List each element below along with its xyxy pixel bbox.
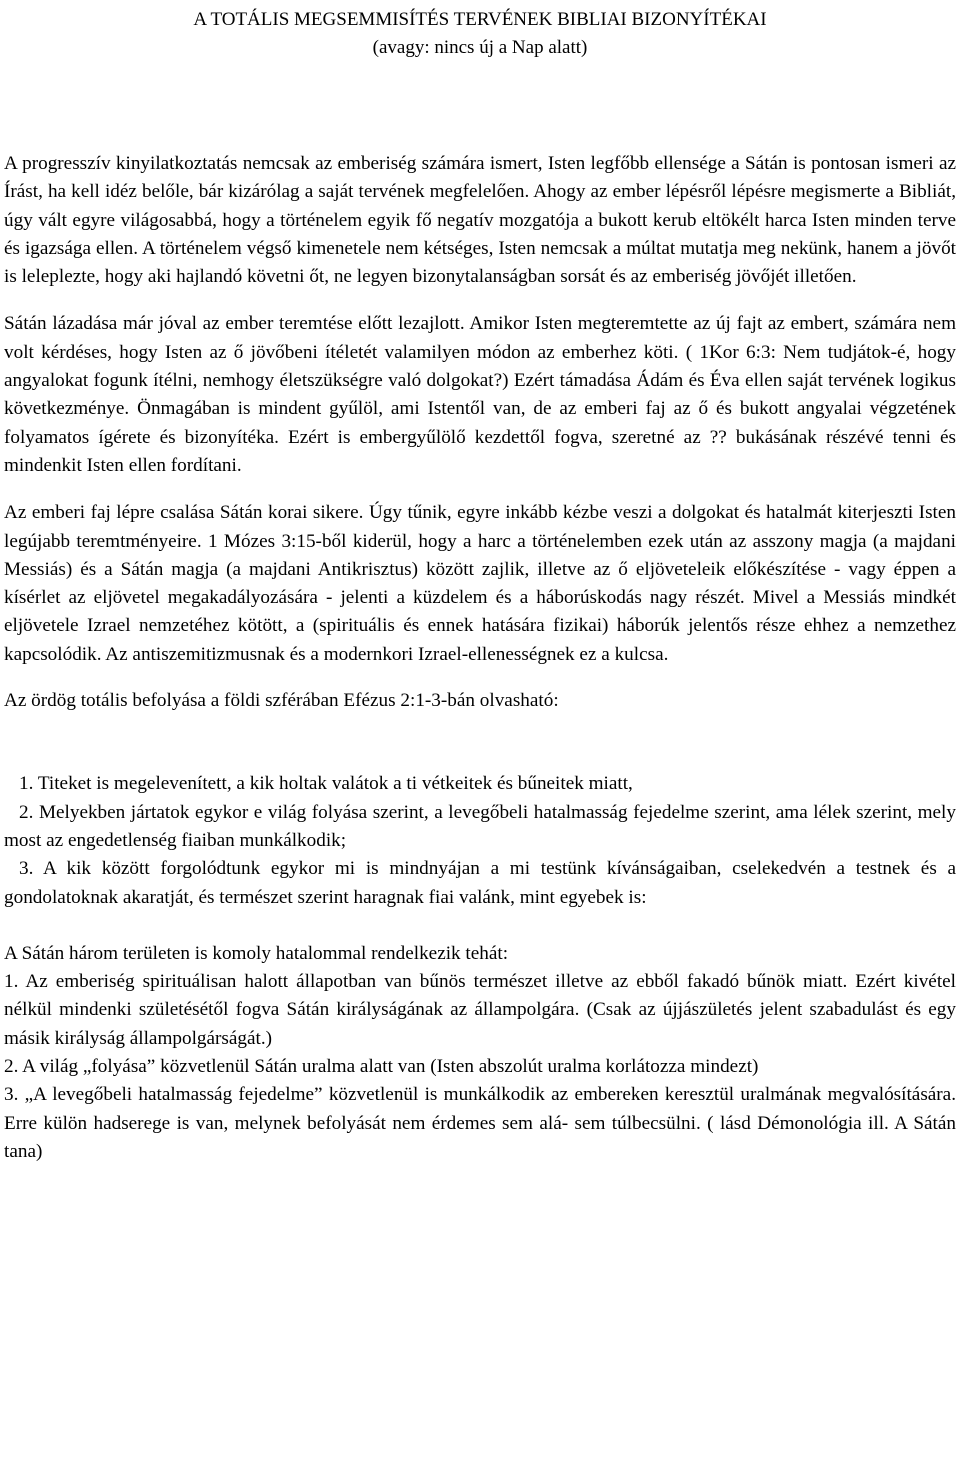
- paragraph-intro: A progresszív kinyilatkoztatás nemcsak az emberiség számára ismert, Isten legfőbb ellensége a Sátán is pontosan ismeri az Írást, ha kell idéz belőle, bár kizárólag a saját tervének megfelelően. Ahogy az ember lépésről lépésre megismerte a Bibliát, úgy vált egyre világosabbá, hogy a történelem egyik fő negatív mozgatója a bukott kerub eltökélt harca Isten minden terve és igazsága ellen. A történelem végső kimenetele nem kétséges, Isten nemcsak a múltat mutatja meg nekünk, hanem a jövőt is leleplezte, hogy aki hajlandó követni őt, ne legyen bizonytalanságban sorsát és az emberiség jövőjét illetően.: [4, 153, 956, 288]
- list-item: 2. A világ „folyása” közvetlenül Sátán uralma alatt van (Isten abszolút uralma korlátozza mindezt): [4, 1056, 759, 1078]
- domains-section: [4, 940, 956, 1166]
- list-item: 3. „A levegőbeli hatalmasság fejedelme” közvetlenül is munkálkodik az embereken keresztül uralmának megvalósítására. Erre külön hadserege is van, melynek befolyását nem érdemes sem alá- sem túlbecsülni. ( lásd Démonológia ill. A Sátán tana): [4, 1084, 956, 1162]
- list-item: 3. A kik között forgolódtunk egykor mi is mindnyájan a mi testünk kívánságaiban, cselekedvén a testnek és a gondolatoknak akaratját, és természet szerint haragnak fiai valánk, mint egyebek is:: [4, 858, 956, 908]
- ephesians-list: [4, 770, 956, 911]
- paragraph-ephesians-intro: Az ördög totális befolyása a földi szférában Efézus 2:1-3-bán olvasható:: [4, 690, 559, 712]
- list-item: 1. Titeket is megelevenített, a kik holtak valátok a ti vétkeitek és bűneitek miatt,: [19, 773, 633, 795]
- list-item: 1. Az emberiség spirituálisan halott állapotban van bűnös természet illetve az ebből fakadó bűnök miatt. Ezért kivétel nélkül mindenki születésétől fogva Sátán királyságának az állampolgára. (Csak az újjászületés jelent szabadulást és egy másik királyság állampolgárságát.): [4, 971, 956, 1049]
- paragraph-satan-rebellion: Sátán lázadása már jóval az ember teremtése előtt lezajlott. Amikor Isten megteremtette az új fajt az embert, számára nem volt kérdéses, hogy Isten az ő jövőbeni ítéletét valamilyen módon az emberhez köti. ( 1Kor 6:3: Nem tudjátok-é, hogy angyalokat fogunk ítélni, nemhogy életszükségre való dolgokat?) Ezért támadása Ádám és Éva ellen saját tervének logikus következménye. Önmagában is mindent gyűlöl, ami Istentől van, de az emberi faj az ő és bukott angyalai végzetének folyamatos ígérete és bizonyítéka. Ezért is embergyűlölő kezdettől fogva, szeretné az ?? bukásának részévé tenni és mindenkit Isten ellen fordítani.: [4, 313, 956, 476]
- document-subtitle: (avagy: nincs új a Nap alatt): [372, 37, 588, 58]
- domains-heading: A Sátán három területen is komoly hatalommal rendelkezik tehát:: [4, 942, 509, 964]
- list-item: 2. Melyekben jártatok egykor e világ folyása szerint, a levegőbeli hatalmasság fejedelme szerint, ama lélek szerint, mely most az engedetlenség fiaiban munkálkodik;: [4, 801, 956, 851]
- document-title: A TOTÁLIS MEGSEMMISÍTÉS TERVÉNEK BIBLIAI BIZONYÍTÉKAI: [193, 9, 767, 30]
- paragraph-early-success: Az emberi faj lépre csalása Sátán korai sikere. Úgy tűnik, egyre inkább kézbe veszi a dolgokat és hatalmát kiterjeszti Isten legújabb teremtményeire. 1 Mózes 3:15-ből kiderül, hogy a harc a történelemben ezek után az asszony magja (a majdani Messiás) és a Sátán magja (a majdani Antikrisztus) között zajlik, illetve az ő eljöveteleik előkészítése - vagy éppen a kísérlet az eljövetel megakadályozására - jelenti a küzdelem és a háborúskodás nagy részét. Mivel a Messiás mindkét eljövetele Izrael nemzetéhez kötött, a (spirituális és ennek hatására fizikai) háborúk jelentős része ehhez a nemzethez kapcsolódik. Az antiszemitizmusnak és a modernkori Izrael-ellenességnek ez a kulcsa.: [4, 502, 956, 665]
